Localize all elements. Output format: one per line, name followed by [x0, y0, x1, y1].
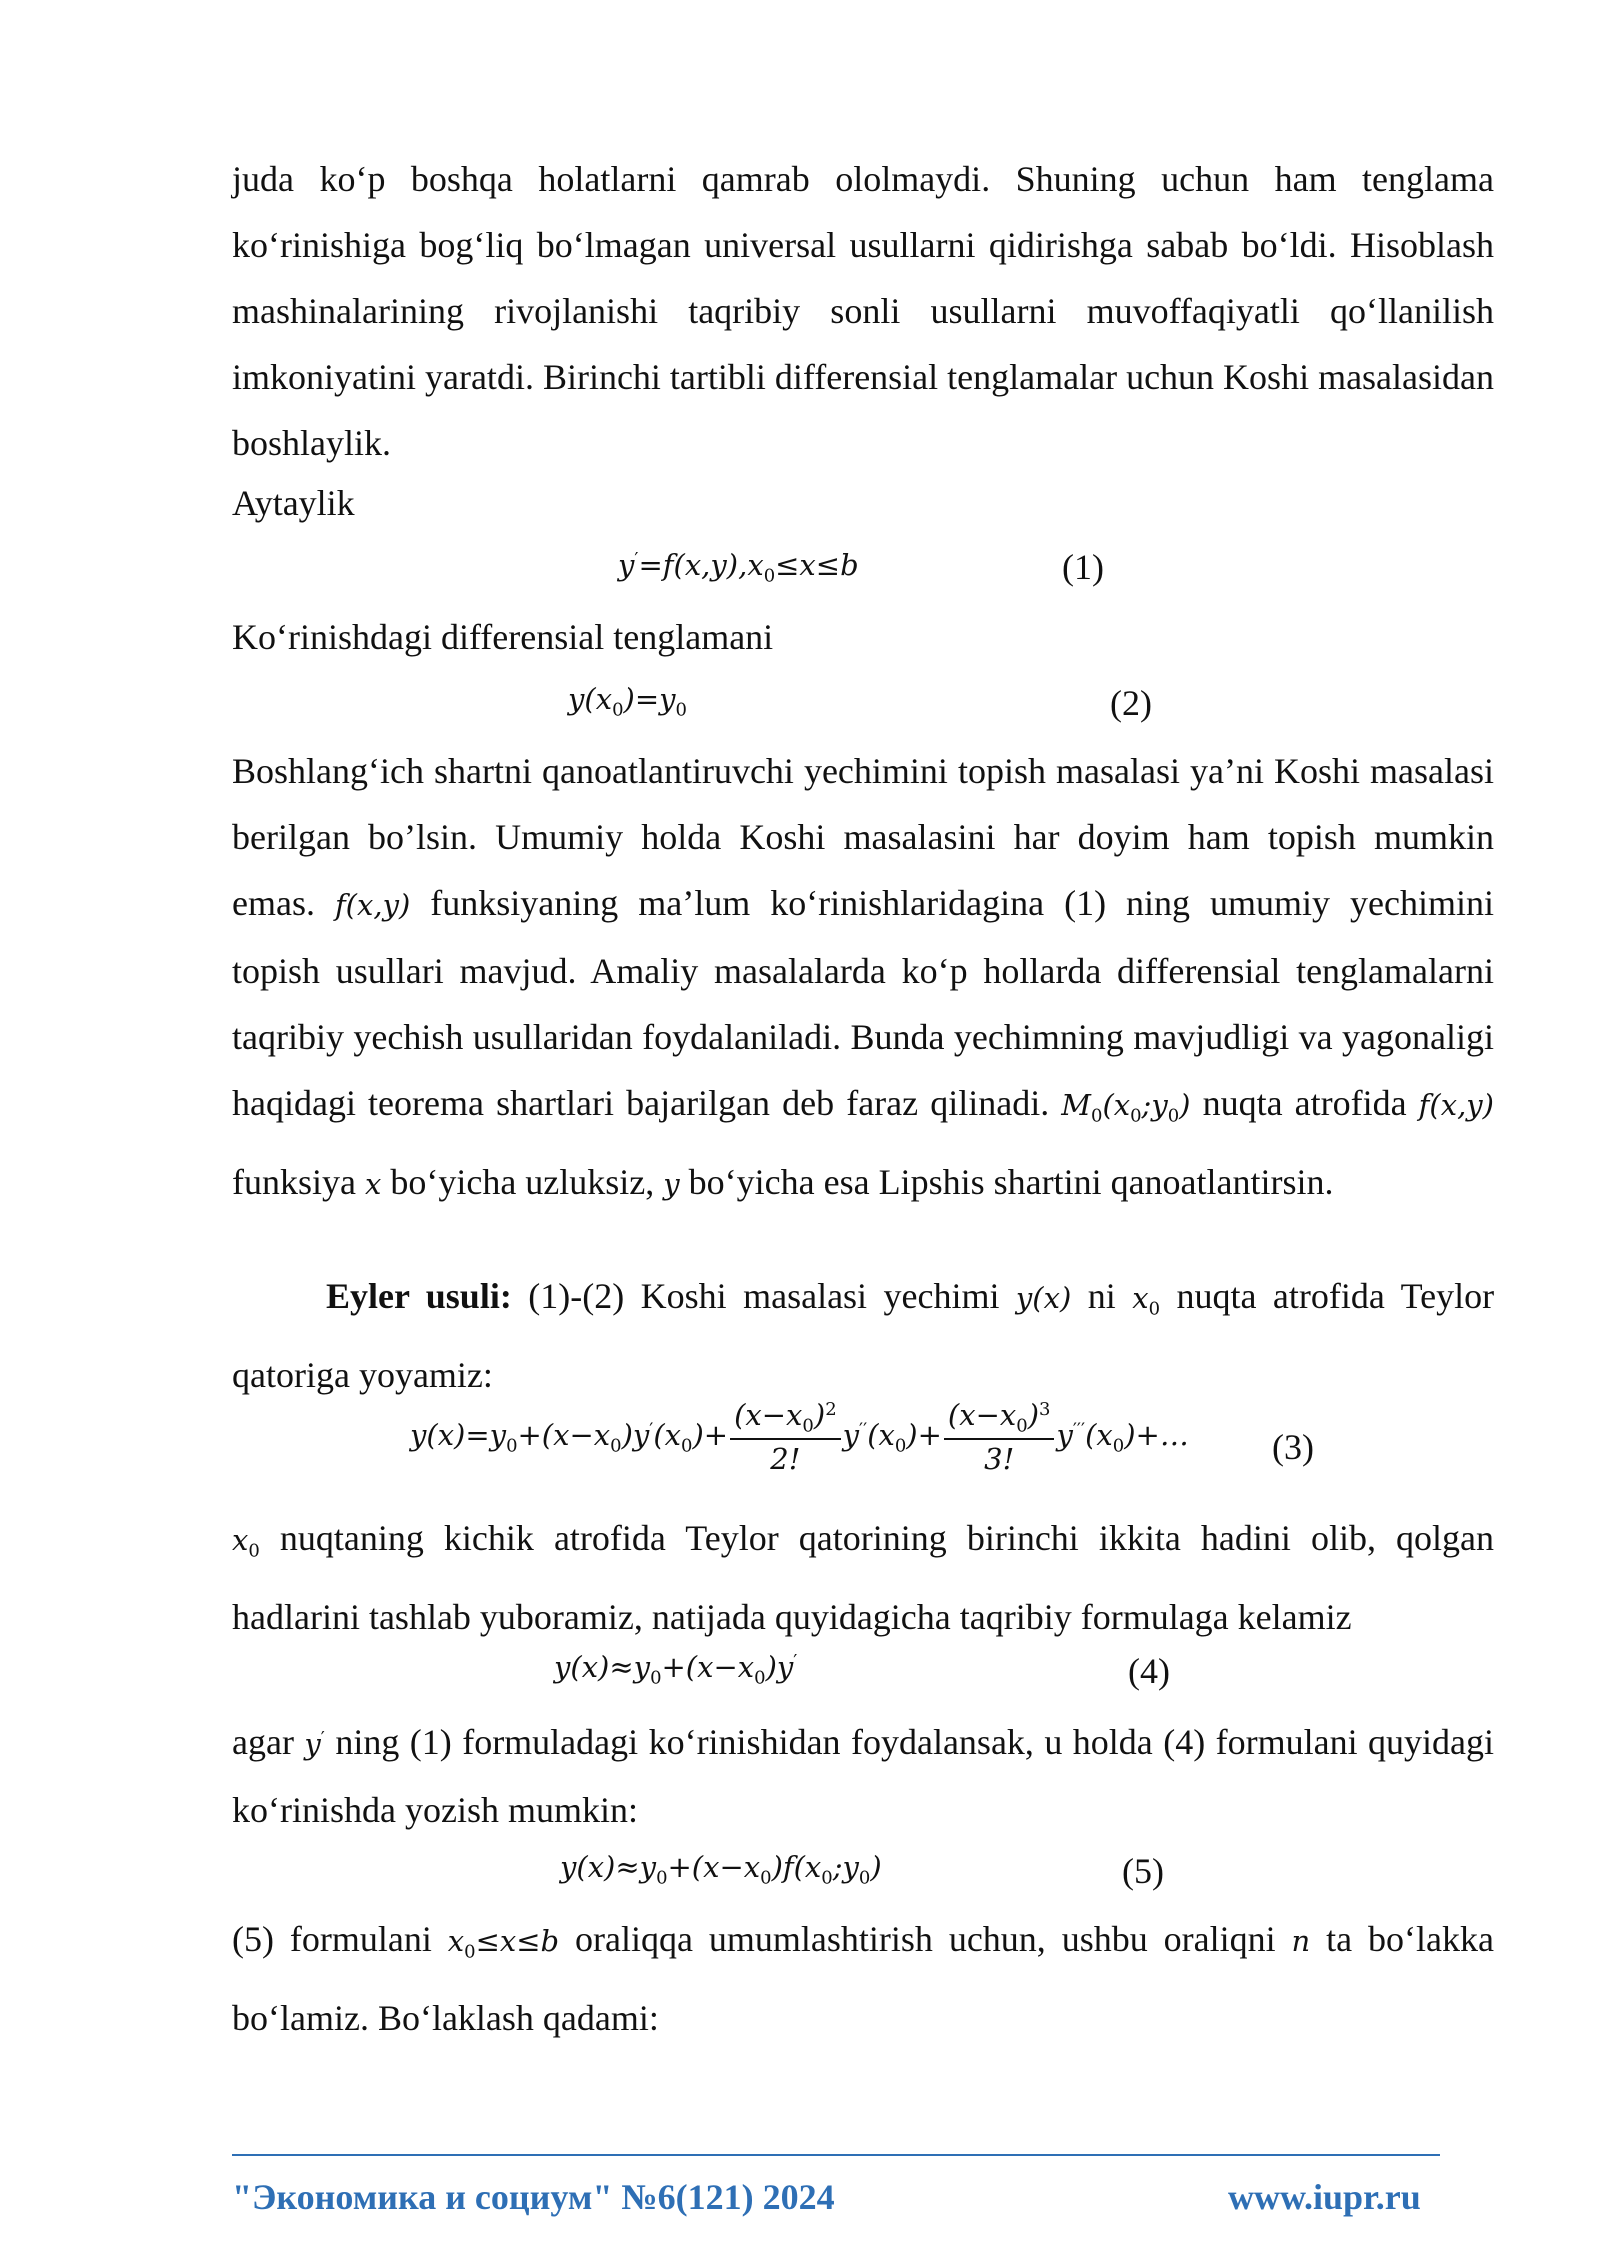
substitution-text-a: agar	[232, 1721, 294, 1762]
cauchy-text-a: Boshlang‘ich shartni qanoatlantiruvchi yechimini topish masalasi ya’ni Koshi masalasi berilgan bo’lsin. Umumiy holda Koshi masalasini har doyim ham topish mumkin emas.	[232, 751, 1494, 923]
footer-website[interactable]: www.iupr.ru	[1228, 2177, 1421, 2217]
equation-number-1: (1)	[1062, 547, 1104, 587]
euler-text-b: ni	[1087, 1276, 1116, 1316]
inline-math-interval: $x_0\le x\le b$	[447, 1924, 560, 1963]
equation-number-2: (2)	[1110, 683, 1152, 723]
inline-math-x0: $x_0$	[1132, 1281, 1161, 1320]
inline-math-x: x	[364, 1167, 382, 1202]
paragraph-substitution	[232, 1706, 1494, 1843]
euler-heading: Eyler usuli:	[326, 1276, 512, 1316]
inline-math-y-prime: y′	[304, 1726, 325, 1761]
formula-2: $y(x_0)=y_0$	[568, 682, 687, 721]
equation-number-5: (5)	[1122, 1851, 1164, 1891]
euler-text-c: nuqta atrofida Teylor qatoriga yoyamiz:	[232, 1276, 1495, 1396]
formula-3-taylor: $y(x)=y_0+(x-x_0)y'(x_0)+$ $\frac{(x-x_0)^2}{2!}$ $y''(x_0)+$ $\frac{(x-x_0)^3}{3!}$ $y'''(x_0)+\dots$	[410, 1398, 1189, 1477]
cauchy-text-d: funksiya	[232, 1162, 356, 1203]
substitution-text-b: ning (1) formuladagi ko‘rinishidan foydalansak, u holda (4) formulani quyidagi ko‘rinishda yozish mumkin:	[232, 1721, 1495, 1830]
fraction-second-order: $\frac{(x-x_0)^2}{2!}$	[730, 1398, 841, 1476]
formula-5: $y(x)\approx y_0+(x-x_0)f(x_0;y_0)$	[560, 1850, 882, 1889]
partition-text-b: oraliqqa umumlashtirish uchun, ushbu oraliqni	[575, 1919, 1276, 1959]
footer-divider	[232, 2154, 1440, 2156]
inline-math-y: y	[663, 1167, 680, 1202]
paragraph-intro: juda ko‘p boshqa holatlarni qamrab ololmaydi. Shuning uchun ham tenglama ko‘rinishiga bog‘liq bo‘lmagan universal usullarni qidirishga sabab bo‘ldi. Hisoblash mashinalarining rivojlanishi taqribiy sonli usullarni muvoffaqiyatli qo‘llanilish imkoniyatini yaratdi. Birinchi tartibli differensial tenglamalar uchun Koshi masalasidan boshlaylik.	[232, 159, 1495, 463]
cauchy-text-c: nuqta atrofida	[1202, 1083, 1407, 1123]
paragraph-taylor-truncation	[232, 1505, 1494, 1650]
fraction-third-order: $\frac{(x-x_0)^3}{3!}$	[944, 1398, 1055, 1476]
formula-4: $y(x)\approx y_0+(x-x_0)y'$	[554, 1650, 798, 1689]
cauchy-text-e: bo‘yicha uzluksiz,	[390, 1162, 655, 1203]
partition-text-c: ta bo‘lakka bo‘lamiz. Bo‘laklash qadami:	[232, 1919, 1495, 2039]
cauchy-text-b: funksiyaning ma’lum ko‘rinishlaridagina (1) ning umumiy yechimini topish usullari mavjud. Amaliy masalalarda ko‘p hollarda differensial tenglamalarni taqribiy yechish usullaridan foydalaniladi. Bunda yechimning mavjudligi va yagonaligi haqidagi teorema shartlari bajarilgan deb faraz qilinadi.	[232, 883, 1494, 1123]
equation-number-3: (3)	[1272, 1427, 1314, 1467]
partition-text-a: (5) formulani	[232, 1919, 432, 1959]
paragraph-interval-partition	[232, 1906, 1494, 2051]
inline-math-y-x: y(x)	[1015, 1281, 1072, 1315]
inline-math-f-xy: f(x,y)	[334, 888, 411, 922]
inline-math-x0-2: $x_0$	[232, 1523, 260, 1562]
inline-math-n: n	[1291, 1924, 1311, 1958]
paragraph-cauchy-problem	[232, 738, 1494, 1217]
inline-math-f-xy-2: f(x,y)	[1418, 1088, 1494, 1122]
paragraph-differential-equation: Ko‘rinishdagi differensial tenglamani	[232, 617, 774, 657]
euler-text-a: (1)-(2) Koshi masalasi yechimi	[528, 1276, 1000, 1316]
formula-1: $y'=f(x,y),x_0\le x\le b$	[618, 548, 859, 587]
inline-math-m0: $M_0(x_0;y_0)$	[1061, 1088, 1191, 1127]
cauchy-text-f: bo‘yicha esa Lipshis shartini qanoatlantirsin.	[688, 1162, 1334, 1203]
equation-number-4: (4)	[1128, 1651, 1170, 1691]
paragraph-euler-method	[232, 1263, 1494, 1408]
footer-journal: "Экономика и социум" №6(121) 2024	[232, 2177, 835, 2217]
paragraph-aytaylik: Aytaylik	[232, 483, 355, 523]
truncation-text: nuqtaning kichik atrofida Teylor qatorining birinchi ikkita hadini olib, qolgan hadlarini tashlab yuboramiz, natijada quyidagicha taqribiy formulaga kelamiz	[232, 1518, 1495, 1638]
